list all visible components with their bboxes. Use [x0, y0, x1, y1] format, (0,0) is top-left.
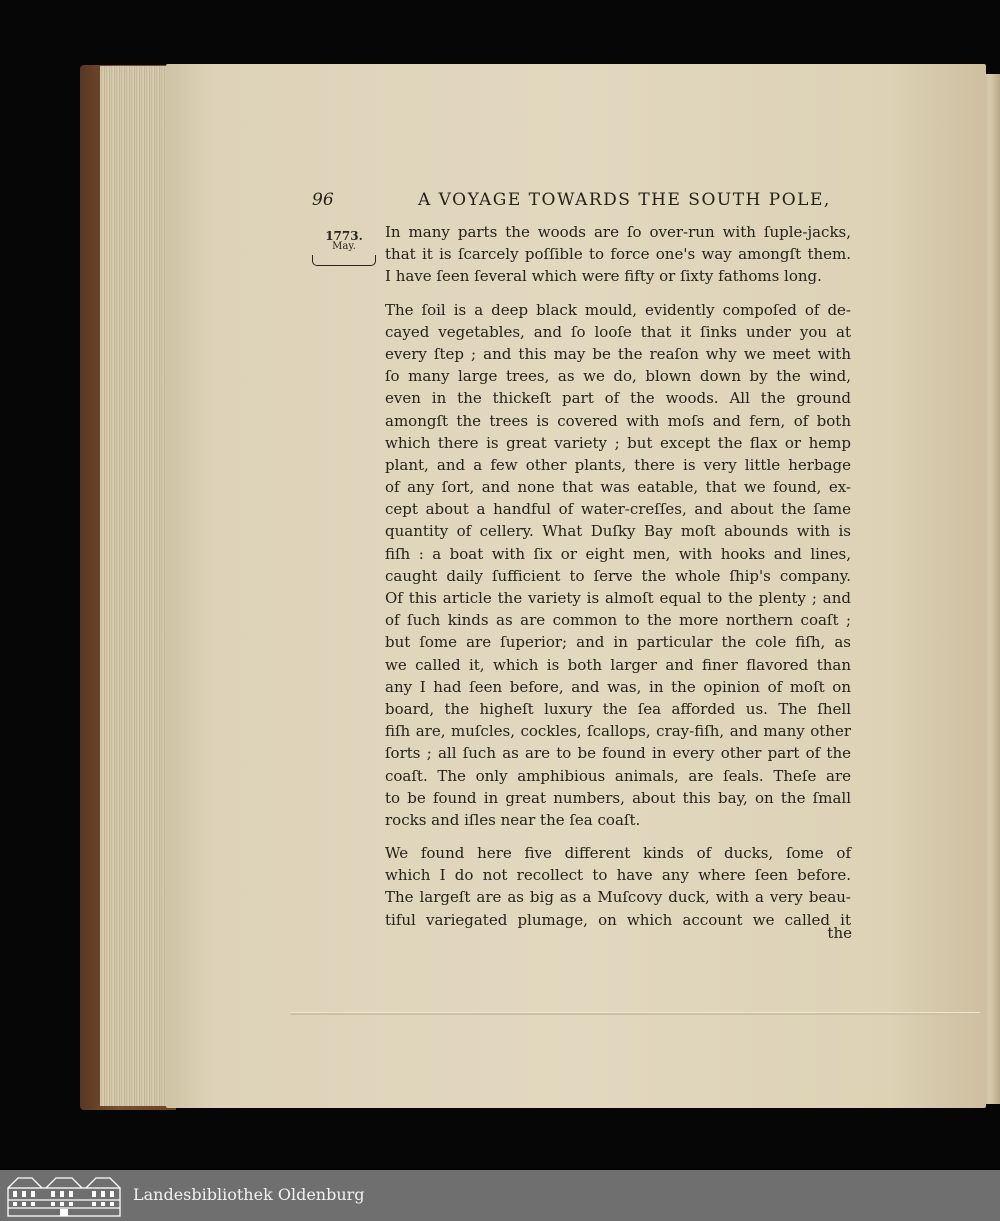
margin-date-note	[310, 229, 378, 252]
text-line: cept about a handful of water-creſſes, and about the ſame	[385, 500, 851, 519]
text-line: amongſt the trees is covered with moſs and fern, of both	[385, 411, 851, 430]
text-line: Of this article the variety is almoſt equal to the plenty ; and	[385, 589, 851, 607]
text-line: which there is great variety ; but except the flax or hemp	[385, 433, 851, 452]
text-line: rocks and iſles near the ſea coaſt.	[385, 810, 641, 829]
text-line: that it is ſcarcely poſſible to force one's way amongſt them.	[385, 245, 851, 264]
plate-mark-line	[290, 1012, 980, 1015]
text-line: of any ſort, and none that was eatable, that we found, ex-	[385, 478, 851, 497]
text-line: In many parts the woods are ſo over-run with ſuple-jacks,	[385, 223, 851, 241]
running-head: A VOYAGE TOWARDS THE SOUTH POLE,	[418, 190, 831, 210]
text-line: quantity of cellery. What Duſky Bay moſt abounds with is	[385, 522, 851, 541]
text-line: The largeſt are as big as a Muſcovy duck, with a very beau-	[385, 888, 851, 907]
text-line: board, the higheſt luxury the ſea afforded us. The ſhell	[385, 699, 851, 718]
text-line: ſorts ; all ſuch as are to be found in every other part of the	[385, 744, 851, 763]
paragraph-3	[385, 842, 851, 931]
text-line: but ſome are ſuperior; and in particular the cole fiſh, as	[385, 633, 851, 652]
text-line: coaſt. The only amphibious animals, are ſeals. Theſe are	[385, 766, 851, 785]
text-line: We found here five different kinds of ducks, ſome of	[385, 844, 851, 863]
text-line: to be found in great numbers, about this bay, on the ſmall	[385, 788, 851, 807]
library-building-icon	[4, 1174, 124, 1218]
text-line: cayed vegetables, and ſo looſe that it ſinks under you at	[385, 322, 851, 341]
margin-year: 1773.	[325, 229, 363, 243]
text-line: which I do not recollect to have any where ſeen before.	[385, 866, 851, 885]
catchword: the	[827, 924, 852, 942]
text-line: fiſh are, muſcles, cockles, ſcallops, cray-fiſh, and many other	[385, 722, 851, 741]
paragraph-2	[385, 299, 851, 832]
text-line: I have ſeen ſeveral which were fifty or ſixty fathoms long.	[385, 267, 822, 286]
text-line: fiſh : a boat with ſix or eight men, with hooks and lines,	[385, 544, 851, 563]
text-line: ſo many large trees, as we do, blown down by the wind,	[385, 367, 851, 386]
text-line: even in the thickeſt part of the woods. All the ground	[385, 389, 851, 408]
margin-brace-icon	[312, 255, 376, 266]
margin-month: May.	[332, 241, 356, 252]
footer-bar	[0, 1170, 1000, 1221]
text-line: tiful variegated plumage, on which account we called it	[385, 910, 851, 929]
paragraph-1	[385, 221, 851, 288]
text-line: any I had ſeen before, and was, in the opinion of moſt on	[385, 677, 851, 696]
text-line: every ſtep ; and this may be the reaſon why we meet with	[385, 344, 851, 363]
text-line: of ſuch kinds as are common to the more northern coaſt ;	[385, 611, 851, 630]
page-stack-edges	[100, 66, 176, 1106]
text-line: caught daily ſufficient to ſerve the whole ſhip's company.	[385, 566, 851, 585]
text-line: The ſoil is a deep black mould, evidently compoſed of de-	[385, 300, 851, 319]
body-text	[385, 221, 851, 931]
page-number: 96	[312, 190, 334, 210]
text-line: we called it, which is both larger and finer flavored than	[385, 655, 851, 674]
text-line: plant, and a few other plants, there is very little herbage	[385, 455, 851, 474]
library-name: Landesbibliothek Oldenburg	[133, 1185, 365, 1204]
